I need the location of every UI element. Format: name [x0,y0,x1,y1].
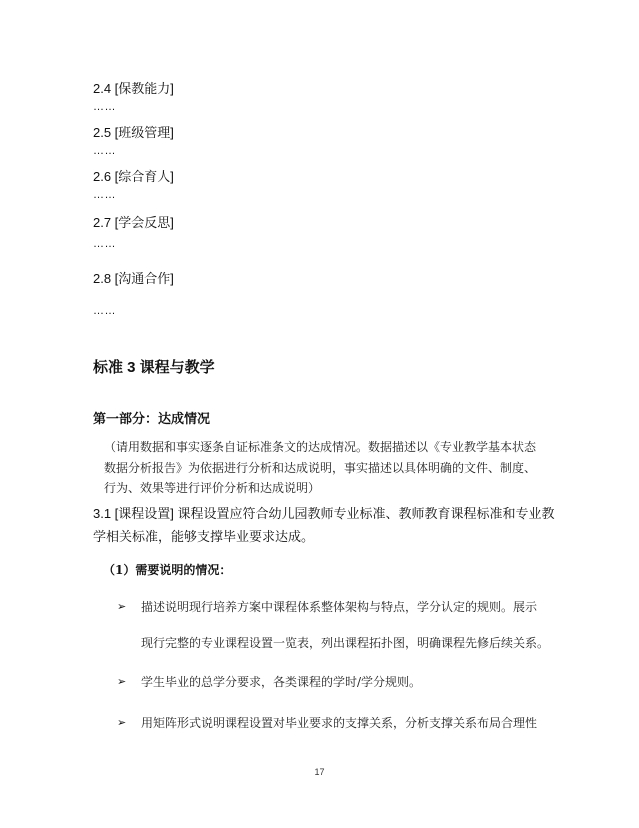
bullet-text: 用矩阵形式说明课程设置对毕业要求的支撑关系，分析支撑关系布局合理性 [141,716,538,730]
outline-item-2-6: 2.6 [综合育人] [93,169,174,184]
bullet-text: 学生毕业的总学分要求，各类课程的学时/学分规则。 [141,675,422,689]
outline-item-2-5: 2.5 [班级管理] [93,125,174,140]
section-3-1-line: 3.1 [课程设置] 课程设置应符合幼儿园教师专业标准、教师教育课程标准和专业教 [93,506,555,521]
standard-title: 标准 3 课程与教学 [93,359,215,376]
bullet-text: 描述说明现行培养方案中课程体系整体架构与特点，学分认定的规则。展示 [141,600,538,614]
ellipsis-placeholder: …… [93,238,116,250]
ellipsis-placeholder: …… [93,101,116,113]
bullet-text: 现行完整的专业课程设置一览表，列出课程拓扑图，明确课程先修后续关系。 [141,636,550,650]
outline-item-2-8: 2.8 [沟通合作] [93,271,174,286]
page-number: 17 [314,767,325,777]
subheading: （1）需要说明的情况： [103,563,232,577]
ellipsis-placeholder: …… [93,189,116,201]
bullet-arrow-icon: ➢ [117,676,127,688]
ellipsis-placeholder: …… [93,305,116,317]
outline-item-2-7: 2.7 [学会反思] [93,215,174,230]
note-line: 数据分析报告》为依据进行分析和达成说明，事实描述以具体明确的文件、制度、 [104,461,537,475]
part-title: 第一部分：达成情况 [93,411,211,426]
section-3-1-line: 学相关标准，能够支撑毕业要求达成。 [93,529,315,544]
note-line: 行为、效果等进行评价分析和达成说明） [104,481,321,495]
ellipsis-placeholder: …… [93,145,116,157]
note-line: （请用数据和事实逐条自证标准条文的达成情况。数据描述以《专业教学基本状态 [104,440,537,454]
bullet-arrow-icon: ➢ [117,717,127,729]
outline-item-2-4: 2.4 [保教能力] [93,81,174,96]
bullet-arrow-icon: ➢ [117,601,127,613]
